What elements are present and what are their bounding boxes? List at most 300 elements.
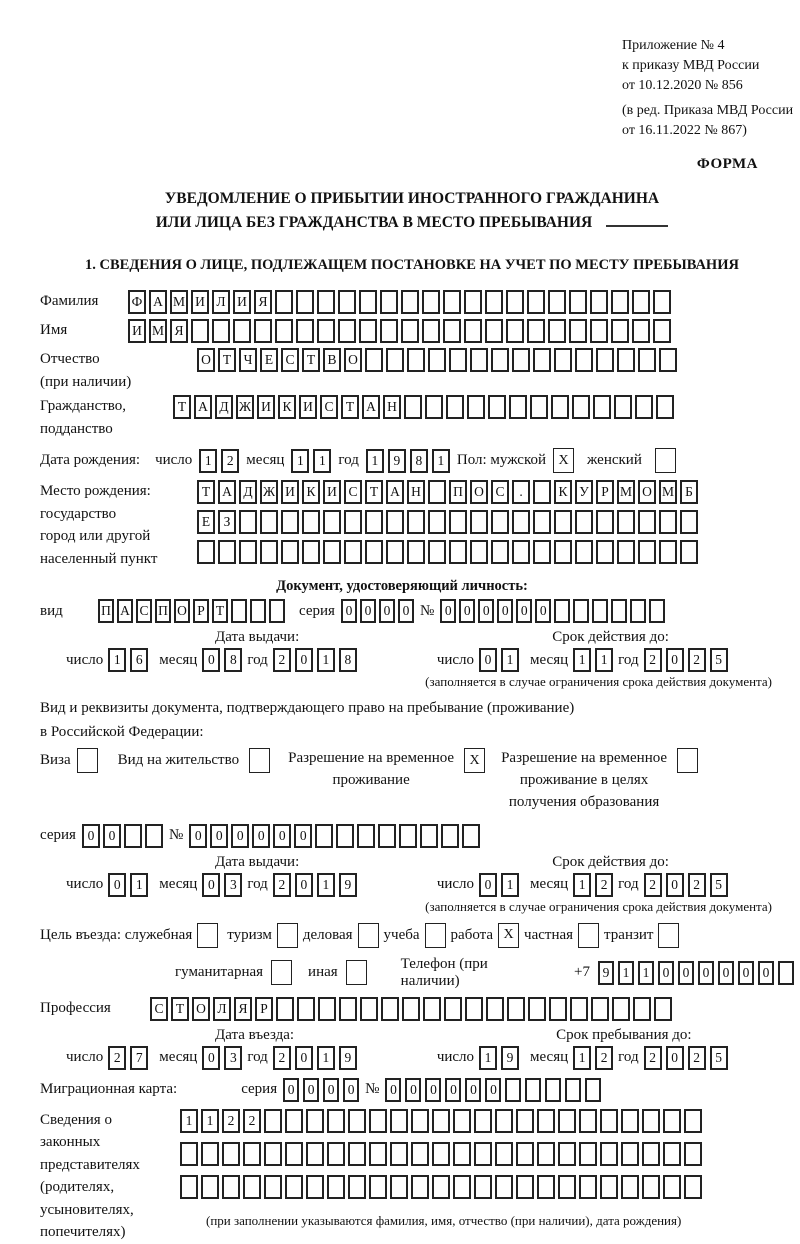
appendix-revision-line: (в ред. Приказа МВД России — [622, 102, 794, 118]
char-cell: И — [191, 290, 209, 314]
char-cell: Н — [383, 395, 401, 419]
char-cell — [344, 510, 362, 534]
char-cell — [506, 290, 524, 314]
char-cell: 1 — [366, 449, 384, 473]
char-cell — [485, 319, 503, 343]
char-cell — [617, 510, 635, 534]
given-name-row — [40, 319, 794, 343]
char-cell — [360, 997, 378, 1021]
char-cell — [407, 348, 425, 372]
number-label: № — [419, 602, 435, 619]
char-cell — [411, 1142, 429, 1166]
char-cell — [537, 1109, 555, 1133]
char-cell: 1 — [199, 449, 217, 473]
char-cell — [212, 319, 230, 343]
char-cell: Ф — [128, 290, 146, 314]
res-doc-date-headers — [40, 854, 794, 871]
char-cell: Е — [197, 510, 215, 534]
char-cell — [359, 290, 377, 314]
char-cell — [264, 1175, 282, 1199]
char-cell — [369, 1175, 387, 1199]
char-cell: 2 — [221, 449, 239, 473]
char-cell: У — [575, 480, 593, 504]
id-valid-group: число 0 1 месяц 1 1 год 2 0 2 5 — [437, 648, 728, 672]
char-cell — [527, 319, 545, 343]
citizenship-row — [40, 395, 794, 440]
char-cell: 1 — [638, 961, 654, 985]
char-cell: 0 — [445, 1078, 461, 1102]
char-cell: 0 — [202, 1046, 220, 1070]
char-cell — [548, 290, 566, 314]
char-cell — [585, 1078, 601, 1102]
birth-day-cells — [199, 449, 239, 473]
char-cell: 0 — [497, 599, 513, 623]
birth-date-row — [40, 448, 794, 473]
res-issue-year-cells — [273, 873, 357, 897]
char-cell — [474, 1142, 492, 1166]
char-cell — [512, 540, 530, 564]
char-cell — [404, 395, 422, 419]
sex-female-label: женский — [587, 452, 642, 469]
stay-month-cells — [573, 1046, 613, 1070]
char-cell — [621, 1109, 639, 1133]
res-valid-month-cells — [573, 873, 613, 897]
profession-row — [40, 997, 794, 1021]
char-cell — [516, 1175, 534, 1199]
patronymic-row — [40, 348, 794, 393]
rvp-checkbox: X — [464, 748, 485, 773]
purpose-tourism-checkbox — [277, 923, 298, 948]
char-cell — [575, 510, 593, 534]
char-cell — [306, 1175, 324, 1199]
char-cell — [617, 540, 635, 564]
char-cell — [306, 1109, 324, 1133]
rvp-education-option: Разрешение на временное проживание в целях получения образования — [501, 748, 698, 813]
birth-month-cells — [291, 449, 331, 473]
char-cell: И — [281, 480, 299, 504]
char-cell: 2 — [688, 648, 706, 672]
char-cell — [642, 1175, 660, 1199]
char-cell: И — [299, 395, 317, 419]
appendix-line: к приказу МВД России — [622, 57, 760, 73]
char-cell — [365, 510, 383, 534]
char-cell: 0 — [698, 961, 714, 985]
char-cell: 2 — [644, 873, 662, 897]
char-cell: 7 — [130, 1046, 148, 1070]
char-cell: Р — [193, 599, 209, 623]
char-cell — [680, 510, 698, 534]
entry-date-header: Дата въезда: — [215, 1026, 295, 1043]
char-cell: Д — [239, 480, 257, 504]
char-cell: Е — [260, 348, 278, 372]
char-cell — [315, 824, 333, 848]
char-cell: Р — [596, 480, 614, 504]
char-cell: 0 — [108, 873, 126, 897]
char-cell — [443, 290, 461, 314]
char-cell — [269, 599, 285, 623]
char-cell: 2 — [108, 1046, 126, 1070]
char-cell — [390, 1175, 408, 1199]
char-cell: 0 — [385, 1078, 401, 1102]
series-label: серия — [299, 602, 335, 619]
appendix-block — [622, 36, 794, 140]
char-cell — [302, 540, 320, 564]
char-cell — [611, 319, 629, 343]
char-cell — [276, 997, 294, 1021]
char-cell — [243, 1142, 261, 1166]
appendix-line: Приложение № 4 — [622, 38, 725, 53]
char-cell: 5 — [710, 1046, 728, 1070]
char-cell: С — [150, 997, 168, 1021]
purpose-study-label: учеба — [383, 926, 420, 943]
phone-prefix: +7 — [574, 964, 590, 981]
migration-series-cells — [283, 1078, 359, 1102]
char-cell — [684, 1175, 702, 1199]
residence-doc-kind-row — [40, 748, 794, 813]
char-cell — [590, 290, 608, 314]
char-cell — [449, 510, 467, 534]
char-cell — [569, 290, 587, 314]
char-cell: 0 — [465, 1078, 481, 1102]
char-cell — [470, 540, 488, 564]
char-cell: 1 — [479, 1046, 497, 1070]
issue-date-header: Дата выдачи: — [215, 853, 300, 870]
char-cell: Ч — [239, 348, 257, 372]
char-cell: Я — [170, 319, 188, 343]
char-cell — [378, 824, 396, 848]
char-cell — [380, 319, 398, 343]
char-cell — [516, 1109, 534, 1133]
char-cell — [462, 824, 480, 848]
char-cell — [533, 540, 551, 564]
char-cell: Т — [302, 348, 320, 372]
char-cell — [453, 1142, 471, 1166]
char-cell — [533, 480, 551, 504]
char-cell: 0 — [758, 961, 774, 985]
purpose-business-checkbox — [358, 923, 379, 948]
char-cell — [638, 348, 656, 372]
char-cell: С — [320, 395, 338, 419]
char-cell: 9 — [598, 961, 614, 985]
char-cell: О — [192, 997, 210, 1021]
surname-cells — [128, 290, 671, 314]
month-label: месяц — [246, 452, 285, 469]
phone-row — [40, 956, 794, 990]
char-cell — [390, 1142, 408, 1166]
char-cell — [663, 1175, 681, 1199]
char-cell — [558, 1142, 576, 1166]
char-cell — [359, 319, 377, 343]
char-cell — [527, 290, 545, 314]
char-cell — [464, 319, 482, 343]
char-cell — [201, 1175, 219, 1199]
representatives-cell-rows — [180, 1109, 702, 1229]
stay-year-cells — [644, 1046, 728, 1070]
char-cell — [663, 1109, 681, 1133]
char-cell: О — [174, 599, 190, 623]
char-cell: 9 — [339, 1046, 357, 1070]
purpose-other-label: иная — [308, 964, 338, 981]
residence-permit-checkbox — [249, 748, 270, 773]
char-cell: М — [617, 480, 635, 504]
char-cell — [365, 348, 383, 372]
char-cell — [449, 540, 467, 564]
char-cell — [579, 1142, 597, 1166]
char-cell: С — [136, 599, 152, 623]
char-cell: 1 — [618, 961, 634, 985]
purpose-study-checkbox — [425, 923, 446, 948]
char-cell — [428, 540, 446, 564]
char-cell: А — [117, 599, 133, 623]
char-cell — [449, 348, 467, 372]
birthplace-label: Место рождения: государство город или другой населенный пункт — [40, 483, 158, 567]
char-cell: 0 — [379, 599, 395, 623]
char-cell: 1 — [130, 873, 148, 897]
char-cell: Д — [215, 395, 233, 419]
title-line-1: УВЕДОМЛЕНИЕ О ПРИБЫТИИ ИНОСТРАННОГО ГРАЖДАНИНА — [164, 190, 660, 208]
entry-purpose-row — [40, 923, 794, 948]
char-cell — [600, 1109, 618, 1133]
migration-number-cells — [385, 1078, 601, 1102]
char-cell — [596, 540, 614, 564]
char-cell — [380, 290, 398, 314]
char-cell — [369, 1109, 387, 1133]
purpose-official-label: Цель въезда: служебная — [40, 926, 193, 943]
char-cell — [507, 997, 525, 1021]
char-cell: 1 — [595, 648, 613, 672]
char-cell — [554, 599, 570, 623]
char-cell — [296, 319, 314, 343]
char-cell: 0 — [82, 824, 100, 848]
birth-date-label: Дата рождения: — [40, 452, 141, 469]
char-cell: И — [233, 290, 251, 314]
char-cell — [579, 1109, 597, 1133]
char-cell — [453, 1175, 471, 1199]
char-cell: 0 — [295, 1046, 313, 1070]
char-cell — [680, 540, 698, 564]
char-cell: 0 — [341, 599, 357, 623]
char-cell: 0 — [485, 1078, 501, 1102]
representatives-cells-3 — [180, 1175, 702, 1199]
char-cell: 2 — [243, 1109, 261, 1133]
char-cell: П — [155, 599, 171, 623]
char-cell: 1 — [108, 648, 126, 672]
char-cell: 2 — [595, 1046, 613, 1070]
char-cell — [600, 1142, 618, 1166]
char-cell — [365, 540, 383, 564]
id-valid-year-cells — [644, 648, 728, 672]
char-cell: С — [491, 480, 509, 504]
char-cell — [323, 510, 341, 534]
char-cell: 2 — [273, 1046, 291, 1070]
char-cell — [474, 1175, 492, 1199]
char-cell — [218, 540, 236, 564]
char-cell — [411, 1175, 429, 1199]
valid-until-header: Срок действия до: — [552, 853, 669, 870]
char-cell: 1 — [432, 449, 450, 473]
res-doc-series-cells — [82, 824, 163, 848]
year-label: год — [338, 452, 359, 469]
char-cell — [509, 395, 527, 419]
char-cell — [327, 1142, 345, 1166]
stay-until-header: Срок пребывания до: — [556, 1026, 692, 1043]
id-doc-series-cells — [341, 599, 414, 623]
char-cell — [411, 1109, 429, 1133]
purpose-other-checkbox — [346, 960, 367, 985]
char-cell: 0 — [398, 599, 414, 623]
purpose-private-checkbox — [578, 923, 599, 948]
char-cell — [512, 348, 530, 372]
char-cell: П — [449, 480, 467, 504]
char-cell: Б — [680, 480, 698, 504]
appendix-revision-line: от 16.11.2022 № 867) — [622, 122, 747, 138]
char-cell: 0 — [666, 648, 684, 672]
char-cell — [327, 1175, 345, 1199]
char-cell: З — [218, 510, 236, 534]
char-cell — [638, 540, 656, 564]
char-cell: 2 — [273, 648, 291, 672]
char-cell: 2 — [688, 1046, 706, 1070]
char-cell: 0 — [294, 824, 312, 848]
char-cell — [575, 348, 593, 372]
char-cell: 1 — [573, 648, 591, 672]
char-cell — [778, 961, 794, 985]
char-cell: Т — [171, 997, 189, 1021]
char-cell: М — [170, 290, 188, 314]
char-cell — [338, 290, 356, 314]
char-cell — [470, 348, 488, 372]
char-cell: О — [638, 480, 656, 504]
entry-date-headers — [40, 1027, 794, 1044]
purpose-business-label: деловая — [302, 926, 353, 943]
char-cell: 0 — [303, 1078, 319, 1102]
char-cell — [591, 997, 609, 1021]
char-cell — [611, 599, 627, 623]
char-cell: 8 — [339, 648, 357, 672]
char-cell: Н — [407, 480, 425, 504]
char-cell — [495, 1109, 513, 1133]
char-cell — [659, 510, 677, 534]
char-cell: 9 — [501, 1046, 519, 1070]
purpose-official-checkbox — [197, 923, 218, 948]
char-cell — [653, 319, 671, 343]
char-cell — [191, 319, 209, 343]
char-cell: 2 — [644, 1046, 662, 1070]
char-cell — [663, 1142, 681, 1166]
char-cell — [633, 997, 651, 1021]
id-document-row — [40, 599, 794, 623]
char-cell — [506, 319, 524, 343]
char-cell — [530, 395, 548, 419]
res-doc-number-cells — [189, 824, 480, 848]
patronymic-label: Отчество (при наличии) — [40, 351, 132, 390]
char-cell — [401, 290, 419, 314]
char-cell — [243, 1175, 261, 1199]
char-cell: 0 — [405, 1078, 421, 1102]
char-cell: Л — [213, 997, 231, 1021]
char-cell: 9 — [339, 873, 357, 897]
char-cell — [654, 997, 672, 1021]
issue-date-header: Дата выдачи: — [215, 629, 300, 646]
res-issue-group: число 0 1 месяц 0 3 год 2 0 1 9 — [66, 873, 357, 897]
char-cell — [222, 1142, 240, 1166]
char-cell — [573, 599, 589, 623]
id-issue-group: число 1 6 месяц 0 8 год 2 0 1 8 — [66, 648, 357, 672]
char-cell — [632, 319, 650, 343]
series-label: серия — [241, 1081, 278, 1098]
char-cell — [145, 824, 163, 848]
char-cell — [630, 599, 646, 623]
char-cell — [600, 1175, 618, 1199]
char-cell — [453, 1109, 471, 1133]
char-cell: 1 — [501, 648, 519, 672]
char-cell — [491, 540, 509, 564]
profession-cells — [150, 997, 672, 1021]
char-cell — [592, 599, 608, 623]
residence-doc-series-row — [40, 824, 794, 848]
birthplace-cell-rows — [197, 480, 698, 564]
section-1-heading: 1. СВЕДЕНИЯ О ЛИЦЕ, ПОДЛЕЖАЩЕМ ПОСТАНОВКЕ НА УЧЕТ ПО МЕСТУ ПРЕБЫВАНИЯ — [85, 257, 739, 274]
char-cell — [197, 540, 215, 564]
char-cell — [525, 1078, 541, 1102]
char-cell: Т — [173, 395, 191, 419]
res-valid-day-cells — [479, 873, 519, 897]
char-cell — [222, 1175, 240, 1199]
char-cell — [386, 510, 404, 534]
entry-date-group: число 2 7 месяц 0 3 год 2 0 1 9 — [66, 1046, 357, 1070]
char-cell — [302, 510, 320, 534]
doc-kind-label: вид — [40, 602, 63, 619]
char-cell — [369, 1142, 387, 1166]
id-issue-day-cells — [108, 648, 148, 672]
char-cell: 1 — [317, 648, 335, 672]
char-cell: П — [98, 599, 114, 623]
char-cell: С — [281, 348, 299, 372]
char-cell: К — [554, 480, 572, 504]
char-cell: 0 — [323, 1078, 339, 1102]
char-cell: 8 — [410, 449, 428, 473]
char-cell: 0 — [658, 961, 674, 985]
citizenship-cells — [173, 395, 674, 419]
title-blank-underline — [606, 225, 668, 227]
char-cell: Т — [341, 395, 359, 419]
char-cell: 1 — [573, 1046, 591, 1070]
char-cell: А — [362, 395, 380, 419]
char-cell: 0 — [283, 1078, 299, 1102]
char-cell — [596, 510, 614, 534]
char-cell — [446, 395, 464, 419]
birthplace-row — [40, 480, 794, 570]
char-cell — [254, 319, 272, 343]
char-cell: Т — [197, 480, 215, 504]
char-cell: 1 — [291, 449, 309, 473]
char-cell — [423, 997, 441, 1021]
char-cell — [512, 510, 530, 534]
char-cell — [275, 319, 293, 343]
char-cell: С — [344, 480, 362, 504]
char-cell — [642, 1109, 660, 1133]
id-doc-dates-row — [40, 648, 794, 672]
purpose-transit-label: транзит — [604, 926, 654, 943]
char-cell — [537, 1175, 555, 1199]
char-cell: О — [197, 348, 215, 372]
id-issue-month-cells — [202, 648, 242, 672]
char-cell — [201, 1142, 219, 1166]
char-cell — [432, 1142, 450, 1166]
char-cell: 0 — [738, 961, 754, 985]
surname-row — [40, 290, 794, 314]
char-cell — [264, 1109, 282, 1133]
